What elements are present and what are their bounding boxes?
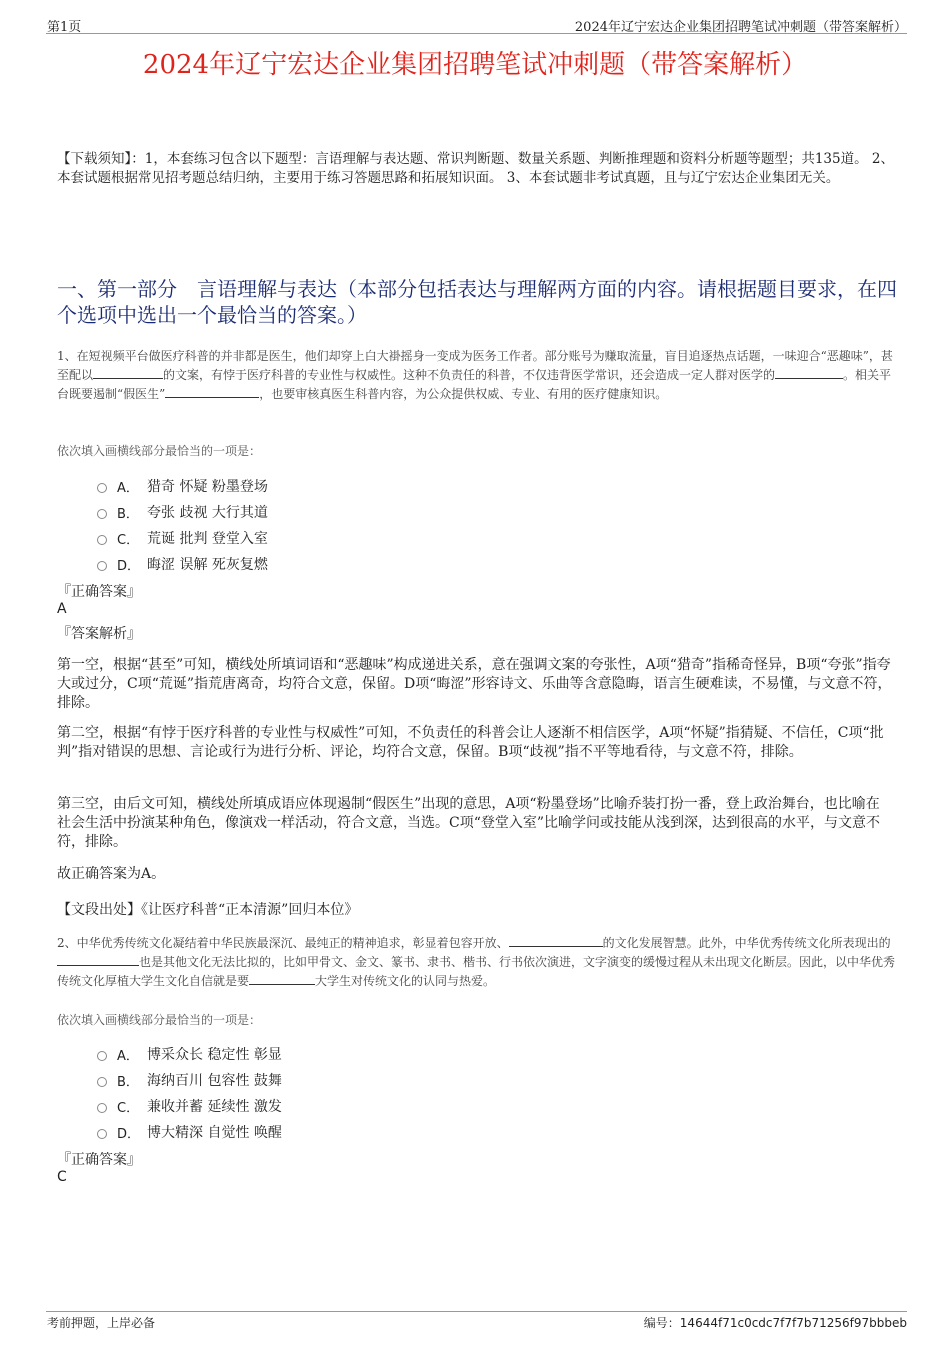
option-d[interactable]: D． 晦涩 误解 死灰复燃 — [97, 554, 268, 574]
running-title: 2024年辽宁宏达企业集团招聘笔试冲刺题（带答案解析） — [574, 20, 907, 35]
radio-icon[interactable] — [97, 1077, 107, 1087]
answer-label: 『正确答案』 — [57, 584, 141, 600]
answer-label: 『正确答案』 — [57, 1152, 141, 1168]
radio-icon[interactable] — [97, 561, 107, 571]
analysis-paragraph-1: 第一空，根据“甚至”可知，横线处所填词语和“恶趣味”构成递进关系，意在强调文案的夸张性，A项“猎奇”指稀奇怪异，B项“夸张”指夸大或过分，C项“荒诞”指荒唐离奇，均符合文意，保留。D项“晦涩”形容诗文、乐曲等含意隐晦，语言生硬难读，不易懂，与文意不符，排除。 — [57, 657, 892, 711]
analysis-paragraph-2: 第二空，根据“有悖于医疗科普的专业性与权威性”可知，不负责任的科普会让人逐渐不相信医学，A项“怀疑”指猜疑、不信任，C项“批判”指对错误的思想、言论或行为进行分析、评论，均符合文意，保留。B项“歧视”指不平等地看待，与文意不符，排除。 — [57, 725, 884, 760]
radio-icon[interactable] — [97, 509, 107, 519]
blank — [57, 953, 139, 966]
blank — [775, 366, 843, 379]
blank — [509, 934, 603, 947]
blank — [165, 385, 259, 398]
option-c[interactable]: C． 荒诞 批判 登堂入室 — [97, 528, 268, 548]
blank — [93, 366, 163, 379]
analysis-conclusion: 故正确答案为A。 — [57, 866, 166, 882]
option-c[interactable]: C． 兼收并蓄 延续性 激发 — [97, 1096, 282, 1116]
radio-icon[interactable] — [97, 1129, 107, 1139]
option-a[interactable]: A． 猎奇 怀疑 粉墨登场 — [97, 476, 268, 496]
page-number: 第1页 — [47, 20, 82, 35]
answer-value: C — [57, 1169, 67, 1185]
question-1-stem: 1、在短视频平台做医疗科普的并非都是医生，他们却穿上白大褂摇身一变成为医务工作者。部分账号为赚取流量，盲目追逐热点话题，一味迎合“恶趣味”，甚至配以 的文案，有悖于医疗科普的专业性与权威性。这种不负责任的科普，不仅违背医学常识，还会造成一定人群对医学的 。相关平台既要遏制“假医生” ，也要审核真医生科普内容，为公众提供权威、专业、有用的医疗健康知识。 — [57, 349, 893, 401]
analysis-label: 『答案解析』 — [57, 626, 141, 642]
radio-icon[interactable] — [97, 1103, 107, 1113]
answer-value: A — [57, 601, 67, 617]
radio-icon[interactable] — [97, 535, 107, 545]
question-1-instruction: 依次填入画横线部分最恰当的一项是： — [57, 444, 262, 458]
option-b[interactable]: B． 海纳百川 包容性 鼓舞 — [97, 1070, 282, 1090]
blank — [249, 972, 315, 985]
download-notice: 【下载须知】：1，本套练习包含以下题型：言语理解与表达题、常识判断题、数量关系题、判断推理题和资料分析题等题型；共135道。 2、本套试题根据常见招考题总结归纳，主要用于练习答题思路和拓展知识面。 3、本套试题非考试真题，且与辽宁宏达企业集团无关。 — [57, 151, 894, 186]
analysis-paragraph-3: 第三空，由后文可知，横线处所填成语应体现遏制“假医生”出现的意思，A项“粉墨登场”比喻乔装打扮一番，登上政治舞台，也比喻在社会生活中扮演某种角色，像演戏一样活动，符合文意，当选。C项“登堂入室”比喻学问或技能从浅到深，达到很高的水平，与文意不符，排除。 — [57, 796, 881, 850]
footer-slogan: 考前押题，上岸必备 — [47, 1316, 156, 1330]
radio-icon[interactable] — [97, 483, 107, 493]
footer-code: 编号：14644f71c0cdc7f7f7b71256f97bbbeb — [643, 1316, 907, 1330]
question-2-instruction: 依次填入画横线部分最恰当的一项是： — [57, 1013, 262, 1027]
footer-divider — [46, 1311, 907, 1312]
question-2-stem: 2、中华优秀传统文化凝结着中华民族最深沉、最纯正的精神追求，彰显着包容开放、 的文化发展智慧。此外，中华优秀传统文化所表现出的也是其他文化无法比拟的，比如甲骨文、金文、篆书、隶书、楷书、行书依次演进，文字演变的缓慢过程从未出现文化断层。因此，以中华优秀传统文化厚植大学生文化自信就是要 大学生对传统文化的认同与热爱。 — [57, 936, 896, 988]
option-a[interactable]: A． 博采众长 稳定性 彰显 — [97, 1044, 282, 1064]
page-title: 2024年辽宁宏达企业集团招聘笔试冲刺题（带答案解析） — [142, 50, 808, 80]
option-d[interactable]: D． 博大精深 自觉性 唤醒 — [97, 1122, 282, 1142]
source-citation: 【文段出处】《让医疗科普“正本清源”回归本位》 — [57, 902, 359, 918]
section-heading: 一、第一部分 言语理解与表达（本部分包括表达与理解两方面的内容。请根据题目要求，在四个选项中选出一个最恰当的答案。） — [57, 277, 897, 327]
option-b[interactable]: B． 夸张 歧视 大行其道 — [97, 502, 268, 522]
header-divider — [46, 33, 907, 34]
radio-icon[interactable] — [97, 1051, 107, 1061]
